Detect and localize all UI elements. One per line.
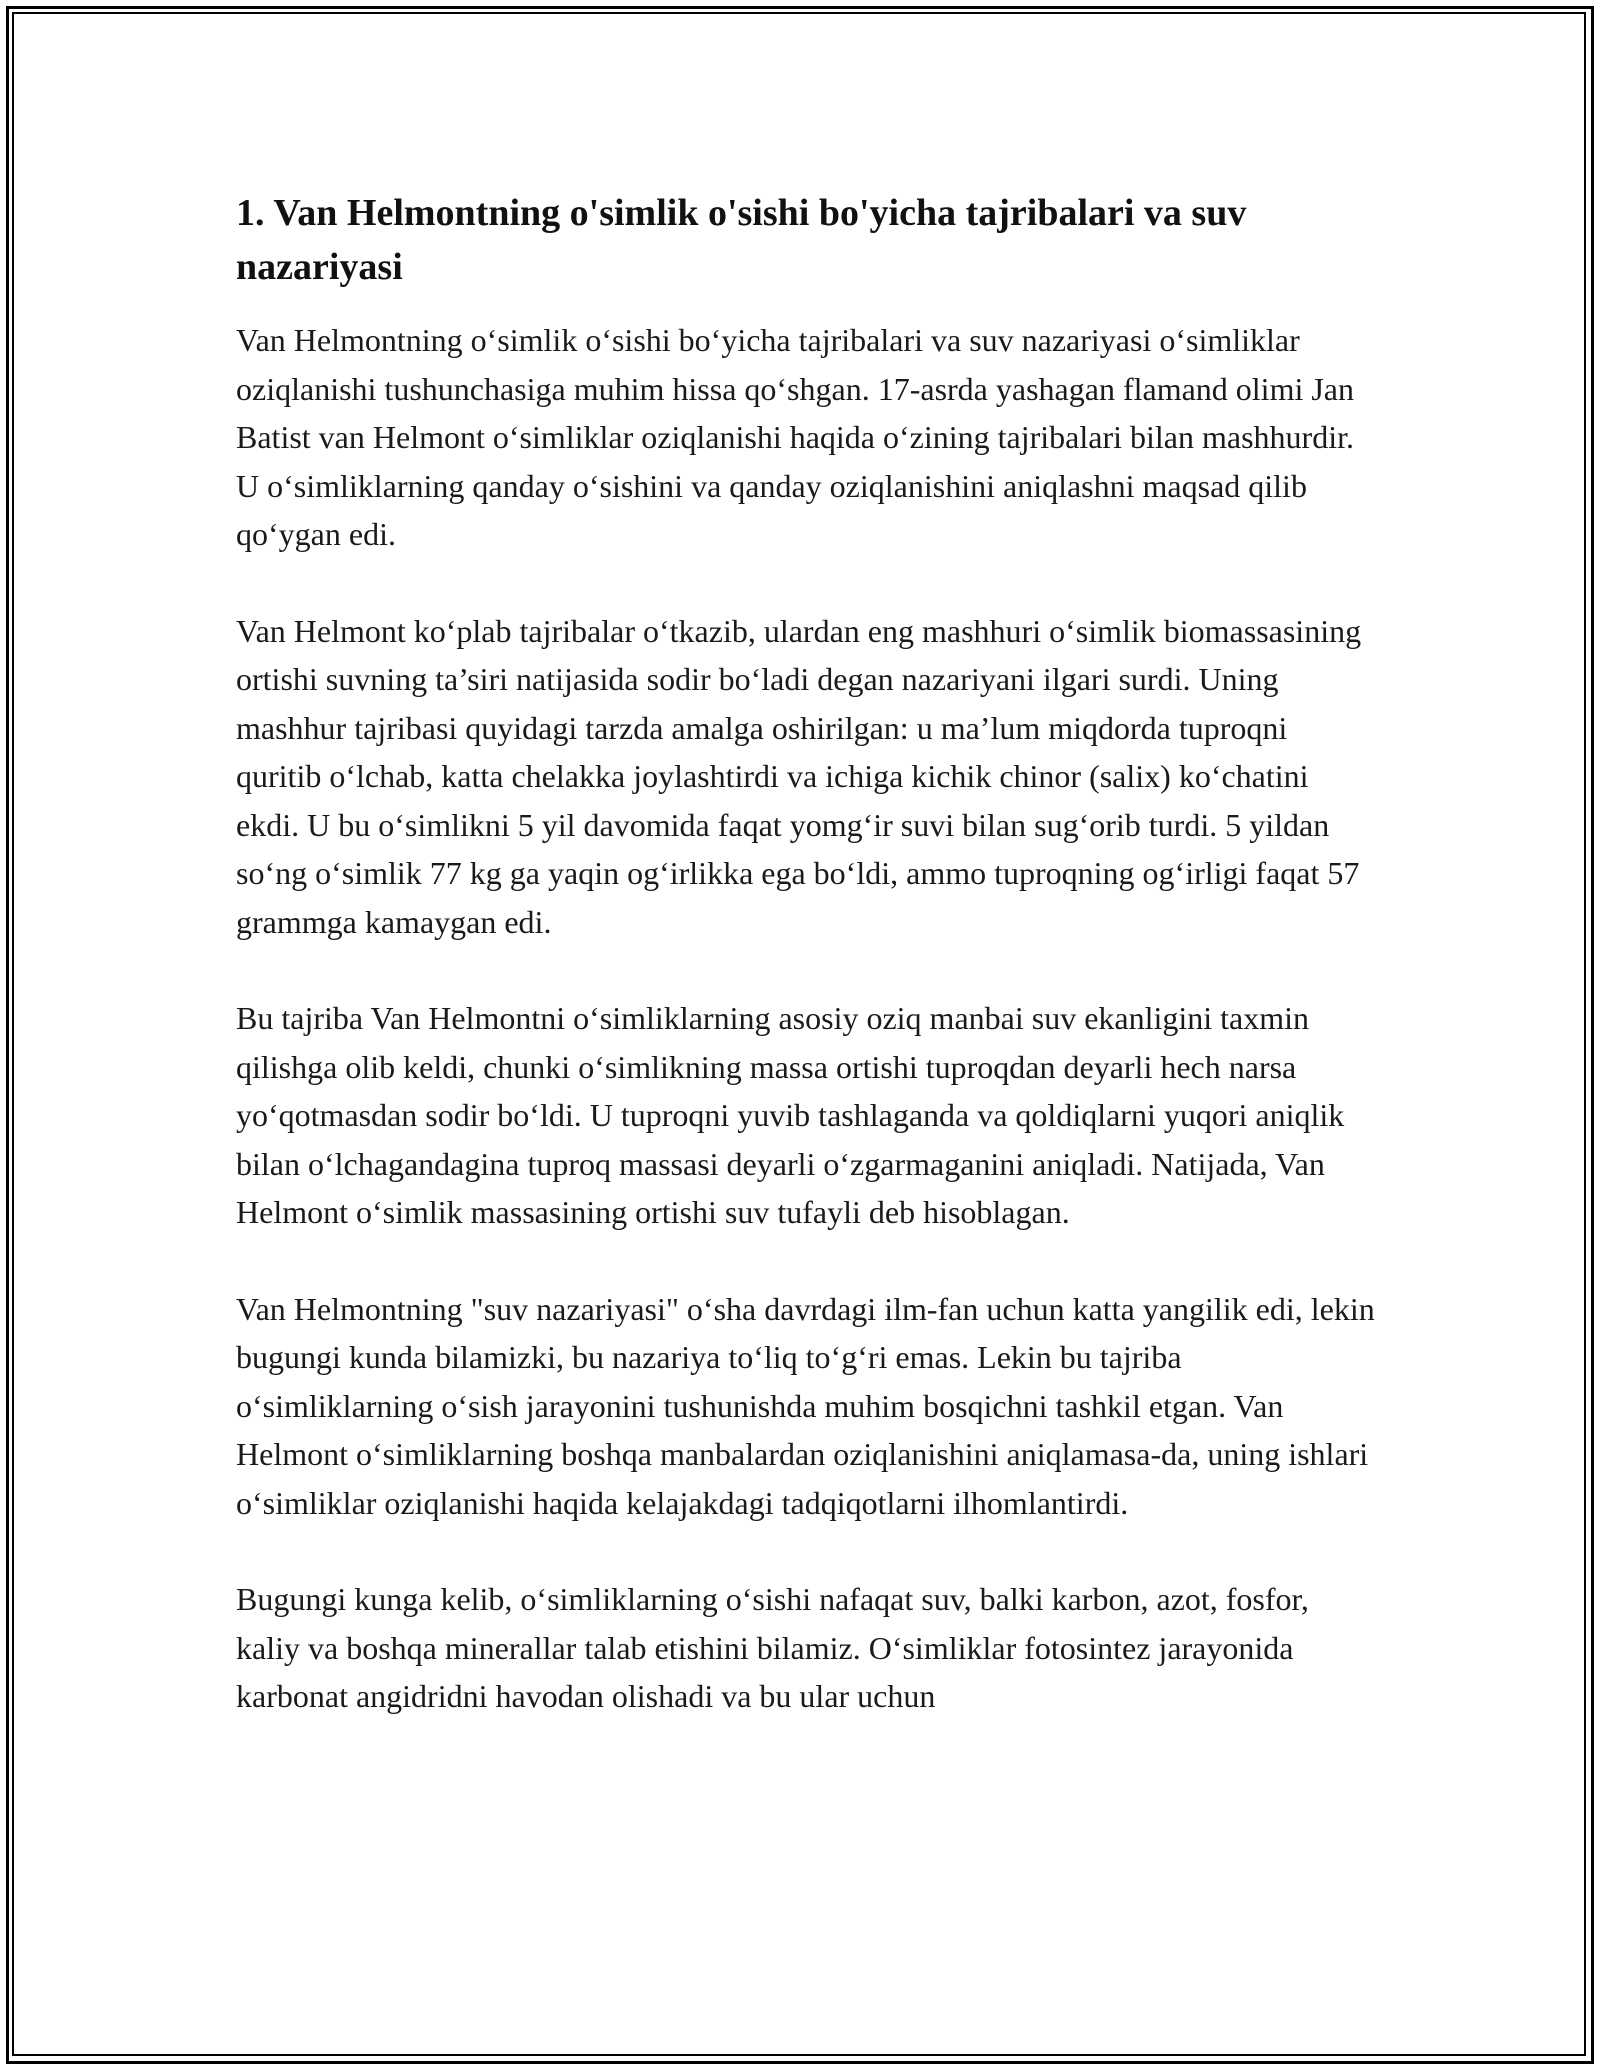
paragraph-4: Van Helmontning "suv nazariyasi" o‘sha davrdagi ilm-fan uchun katta yangilik edi, lekin bugungi kunda bilamizki, bu nazariya to‘liq to‘g‘ri emas. Lekin bu tajriba o‘simliklarning o‘sish jarayonini tushunishda muhim bosqichni tashkil etgan. Van Helmont o‘simliklarning boshqa manbalardan oziqlanishini aniqlamasa-da, uning ishlari o‘simliklar oziqlanishi haqida kelajakdagi tadqiqotlarni ilhomlantirdi.	[236, 1290, 1375, 1521]
page-title: 1. Van Helmontning o'simlik o'sishi bo'yicha tajribalari va suv nazariyasi	[236, 192, 1247, 288]
page-content	[236, 186, 1376, 1769]
paragraph-1: Van Helmontning o‘simlik o‘sishi bo‘yicha tajribalari va suv nazariyasi o‘simliklar oziqlanishi tushunchasiga muhim hissa qo‘shgan. 17-asrda yashagan flamand olimi Jan Batist van Helmont o‘simliklar oziqlanishi haqida o‘zining tajribalari bilan mashhurdir. U o‘simliklarning qanday o‘sishini va qanday oziqlanishini aniqlashni maqsad qilib qo‘ygan edi.	[236, 322, 1354, 552]
paragraph-2: Van Helmont ko‘plab tajribalar o‘tkazib, ulardan eng mashhuri o‘simlik biomassasining ortishi suvning ta’siri natijasida sodir bo‘ladi degan nazariyani ilgari surdi. Uning mashhur tajribasi quyidagi tarzda amalga oshirilgan: u ma’lum miqdorda tuproqni quritib o‘lchab, katta chelakka joylashtirdi va ichiga kichik chinor (salix) ko‘chatini ekdi. U bu o‘simlikni 5 yil davomida faqat yomg‘ir suvi bilan sug‘orib turdi. 5 yildan so‘ng o‘simlik 77 kg ga yaqin og‘irlikka ega bo‘ldi, ammo tuproqning og‘irligi faqat 57 grammga kamaygan edi.	[236, 612, 1362, 940]
paragraph-3: Bu tajriba Van Helmontni o‘simliklarning asosiy oziq manbai suv ekanligini taxmin qilishga olib keldi, chunki o‘simlikning massa ortishi tuproqdan deyarli hech narsa yo‘qotmasdan sodir bo‘ldi. U tuproqni yuvib tashlaganda va qoldiqlarni yuqori aniqlik bilan o‘lchagandagina tuproq massasi deyarli o‘zgarmaganini aniqladi. Natijada, Van Helmont o‘simlik massasining ortishi suv tufayli deb hisoblagan.	[236, 1000, 1345, 1230]
paragraph-5: Bugungi kunga kelib, o‘simliklarning o‘sishi nafaqat suv, balki karbon, azot, fosfor, kaliy va boshqa minerallar talab etishini bilamiz. O‘simliklar fotosintez jarayonida karbonat angidridni havodan olishadi va bu ular uchun	[236, 1581, 1309, 1714]
